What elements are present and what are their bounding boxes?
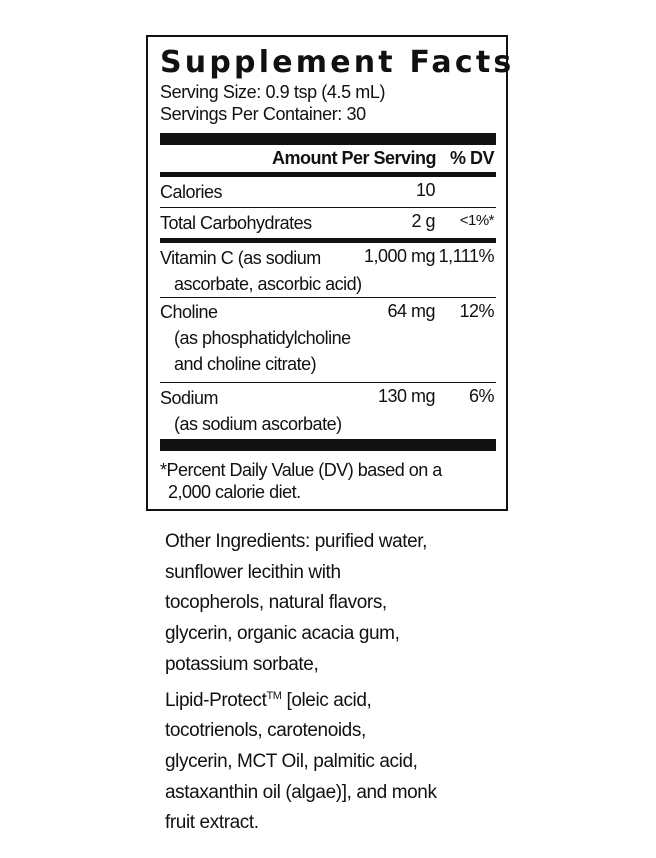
nutrient-dv: 6% [468, 386, 494, 406]
ingredients-line: glycerin, organic acacia gum, [165, 623, 400, 645]
ingredients-line: glycerin, MCT Oil, palmitic acid, [165, 750, 418, 772]
nutrient-amount: 64 mg [387, 301, 435, 321]
nutrient-amount: 2 g [411, 211, 435, 231]
ingredients-line: potassium sorbate, [165, 653, 319, 675]
nutrient-name: Choline [160, 302, 218, 322]
divider-thick [160, 133, 496, 145]
ingredients-line: astaxanthin oil (algae)], and monk [165, 781, 437, 803]
servings-per-container: Servings Per Container: 30 [160, 104, 366, 124]
ingredients-line: Other Ingredients: purified water, [165, 531, 428, 552]
supplement-facts-panel [146, 35, 515, 511]
lipid-protect-name: Lipid-Protect [165, 689, 267, 711]
lipid-protect-tail: [oleic acid, [281, 689, 372, 711]
nutrient-name: Vitamin C (as sodium [160, 248, 321, 268]
other-ingredients [165, 527, 495, 839]
serving-size: Serving Size: 0.9 tsp (4.5 mL) [160, 82, 386, 102]
column-header [160, 145, 496, 172]
nutrient-row-carbohydrates [160, 208, 496, 238]
amount-per-serving-header: Amount Per Serving [271, 148, 436, 168]
nutrient-amount: 1,000 mg [363, 246, 435, 266]
nutrient-amount: 130 mg [377, 386, 435, 406]
nutrient-source: (as phosphatidylcholine [174, 328, 351, 348]
divider-thick [160, 439, 496, 451]
nutrient-source: and choline citrate) [174, 354, 317, 374]
nutrient-row-calories [160, 177, 496, 207]
nutrient-dv: 12% [459, 301, 494, 321]
nutrient-row-choline [160, 298, 496, 382]
ingredients-line: tocopherols, natural flavors, [165, 592, 387, 614]
nutrient-name: Calories [160, 182, 223, 202]
nutrient-dv: <1%* [459, 212, 494, 229]
ingredients-line: tocotrienols, carotenoids, [165, 720, 366, 742]
footnote-line: *Percent Daily Value (DV) based on a [160, 460, 442, 480]
nutrient-row-vitamin-c [160, 243, 496, 297]
nutrient-source: (as sodium ascorbate) [174, 414, 342, 434]
ingredients-line: sunflower lecithin with [165, 561, 341, 583]
nutrient-name: Sodium [160, 388, 219, 408]
trademark-mark: TM [266, 689, 282, 702]
panel-title: Supplement Facts [160, 45, 515, 80]
nutrient-source: ascorbate, ascorbic acid) [174, 274, 362, 294]
nutrient-dv: 1,111% [438, 246, 494, 266]
nutrient-amount: 10 [415, 180, 435, 200]
nutrient-row-sodium [160, 383, 496, 439]
footnote-line: 2,000 calorie diet. [168, 482, 301, 502]
nutrient-name: Total Carbohydrates [160, 213, 312, 233]
daily-value-header: % DV [449, 148, 494, 168]
ingredients-line: fruit extract. [165, 812, 259, 834]
ingredients-line-lipid-protect [165, 681, 495, 717]
dv-footnote [160, 459, 496, 503]
